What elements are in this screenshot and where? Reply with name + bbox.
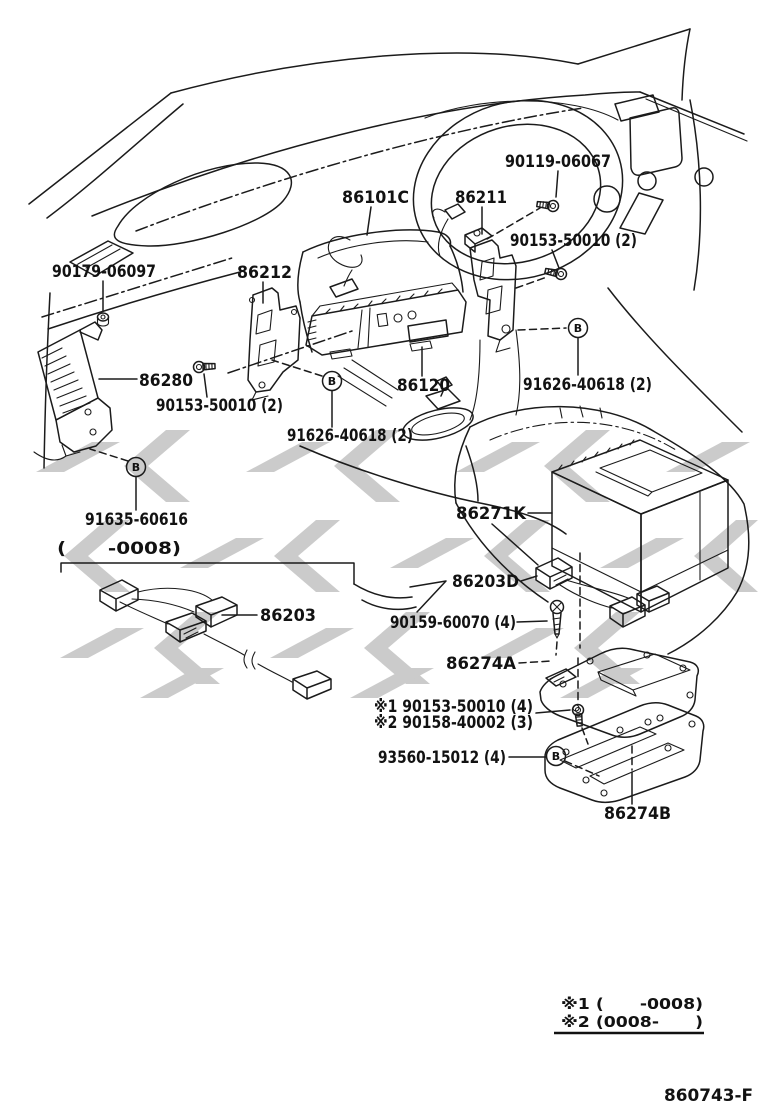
detail-marker-label: B xyxy=(327,375,337,388)
radio-unit-86120 xyxy=(306,283,466,359)
plate-86274a xyxy=(540,648,698,737)
callout-86271k: 86271K xyxy=(456,504,528,523)
callout-90153-50010-left: 90153-50010 (2) xyxy=(156,396,283,415)
figure-number: 860743-F xyxy=(664,1086,753,1106)
callout-86211: 86211 xyxy=(455,188,507,207)
callout-86120: 86120 xyxy=(397,376,450,395)
bracket-86212 xyxy=(248,288,300,400)
screw-90119 xyxy=(536,198,559,212)
amplifier-86280 xyxy=(38,322,112,456)
screw-90153-right xyxy=(544,265,567,280)
callout-91626-40618-right: 91626-40618 (2) xyxy=(523,375,652,394)
screw-90153-left xyxy=(193,361,215,373)
footnote-line2: ※2 (0008- ) xyxy=(561,1013,703,1031)
callout-86203: 86203 xyxy=(260,606,316,625)
callout-91626-40618-left: 91626-40618 (2) xyxy=(287,426,413,445)
callout-86212: 86212 xyxy=(237,263,292,282)
nut-90179 xyxy=(98,313,109,326)
detail-marker-b-left xyxy=(323,372,342,391)
detail-marker-label: B xyxy=(551,750,561,763)
callout-90179-06097: 90179-06097 xyxy=(52,262,156,281)
detail-marker-b-right xyxy=(569,319,588,338)
callout-86274b: 86274B xyxy=(604,804,671,823)
callout-86203d: 86203D xyxy=(452,572,519,591)
footnote-block xyxy=(554,995,704,1033)
footnote-line1: ※1 ( -0008) xyxy=(561,995,703,1013)
callout-91635-60616: 91635-60616 xyxy=(85,510,188,529)
callout-86101c: 86101C xyxy=(342,188,409,207)
detail-marker-b-bottom xyxy=(547,747,566,766)
callout-93560-15012: 93560-15012 (4) xyxy=(378,748,506,767)
detail-marker-label: B xyxy=(131,461,141,474)
callout-star2-90158-40002: ※2 90158-40002 (3) xyxy=(374,713,533,732)
callout-90119-06067: 90119-06067 xyxy=(505,152,611,171)
detail-marker-label: B xyxy=(573,322,583,335)
callout-86274a: 86274A xyxy=(446,654,517,673)
callout-86280: 86280 xyxy=(139,371,193,390)
range-note: ( -0008) xyxy=(57,539,181,558)
callout-90159-60070: 90159-60070 (4) xyxy=(390,613,516,632)
callout-star1-90153-50010: ※1 90153-50010 (4) xyxy=(374,697,533,716)
callout-90153-50010-top: 90153-50010 (2) xyxy=(510,231,637,250)
antenna-amplifier-86211 xyxy=(433,204,516,352)
